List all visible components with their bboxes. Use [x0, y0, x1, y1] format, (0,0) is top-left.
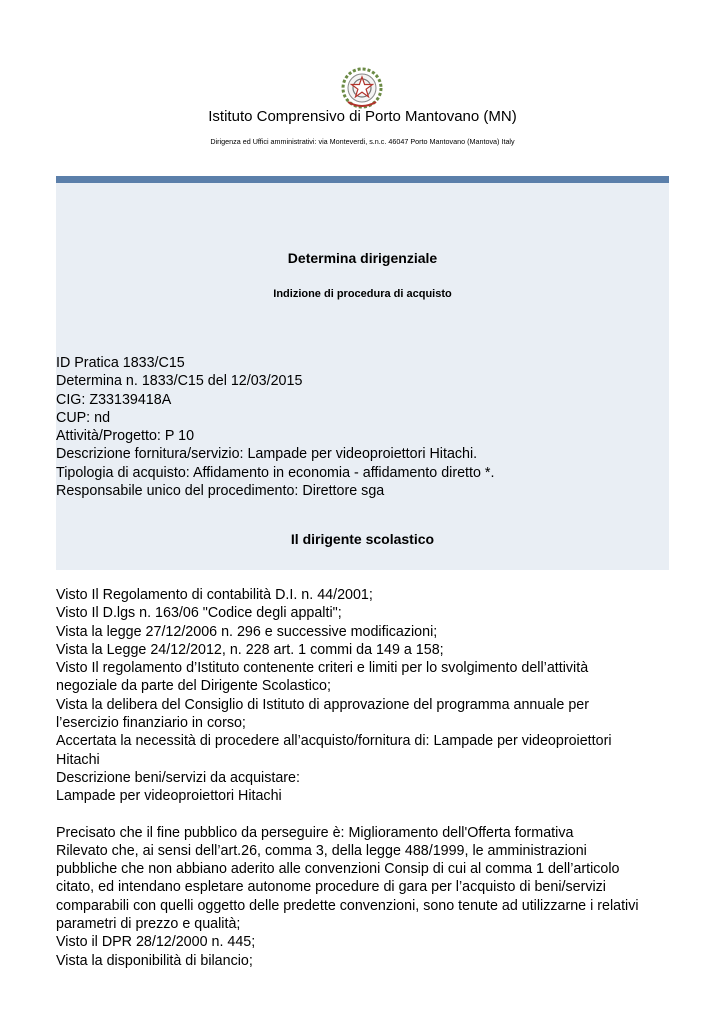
- body-line: Accertata la necessità di procedere all’acquisto/fornitura di: Lampade per videoproiettori: [56, 733, 612, 750]
- meta-tipologia: Tipologia di acquisto: Affidamento in economia - affidamento diretto *.: [56, 464, 495, 481]
- document-subtitle: Indizione di procedura di acquisto: [273, 288, 452, 300]
- body-line: Descrizione beni/servizi da acquistare:: [56, 769, 300, 786]
- body-line: Vista la Legge 24/12/2012, n. 228 art. 1 commi da 149 a 158;: [56, 641, 444, 658]
- meta-cup: CUP: nd: [56, 409, 111, 426]
- meta-determina-number: Determina n. 1833/C15 del 12/03/2015: [56, 373, 303, 390]
- body-line: Visto il DPR 28/12/2000 n. 445;: [56, 934, 256, 951]
- institute-address: Dirigenza ed Uffici amministrativi: via Monteverdi, s.n.c. 46047 Porto Mantovano (Mantova) Italy: [210, 137, 515, 146]
- body-line: Rilevato che, ai sensi dell’art.26, comma 3, della legge 488/1999, le amministrazioni: [56, 842, 587, 859]
- meta-descrizione: Descrizione fornitura/servizio: Lampade per videoproiettori Hitachi.: [56, 446, 478, 463]
- header-accent-bar: [56, 176, 669, 183]
- document-title: Determina dirigenziale: [287, 250, 438, 266]
- body-line: Vista la disponibilità di bilancio;: [56, 952, 253, 969]
- body-line: Visto Il D.lgs n. 163/06 "Codice degli appalti";: [56, 605, 342, 622]
- body-line: Visto Il Regolamento di contabilità D.I. n. 44/2001;: [56, 587, 373, 603]
- body-line: comparabili con quelli oggetto delle predette convenzioni, sono tenute ad utilizzarne i relativi: [56, 897, 639, 914]
- body-line: Vista la legge 27/12/2006 n. 296 e successive modificazioni;: [56, 623, 438, 640]
- body-line: parametri di prezzo e qualità;: [56, 916, 241, 933]
- meta-id-pratica: ID Pratica 1833/C15: [56, 355, 185, 371]
- body-line: Precisato che il fine pubblico da perseguire è: Miglioramento dell'Offerta formativa: [56, 824, 574, 841]
- body-line: Hitachi: [56, 751, 100, 768]
- body-line: negoziale da parte del Dirigente Scolastico;: [56, 678, 331, 695]
- document-body: [56, 586, 656, 970]
- body-line: citato, ed intendano espletare autonome procedure di gara per l’acquisto di beni/servizi: [56, 879, 606, 896]
- republic-emblem-icon: [340, 66, 384, 110]
- body-line: pubbliche che non abbiano aderito alle convenzioni Consip di cui al comma 1 dell’articolo: [56, 861, 620, 878]
- paragraph-gap: [56, 806, 656, 824]
- body-line: Vista la delibera del Consiglio di Istituto di approvazione del programma annuale per: [56, 696, 590, 713]
- meta-attivita: Attività/Progetto: P 10: [56, 428, 195, 445]
- meta-responsabile: Responsabile unico del procedimento: Direttore sga: [56, 483, 385, 500]
- body-line: Lampade per videoproiettori Hitachi: [56, 788, 282, 805]
- meta-cig: CIG: Z33139418A: [56, 391, 172, 408]
- institute-name: Istituto Comprensivo di Porto Mantovano (MN): [208, 108, 517, 125]
- section-title: Il dirigente scolastico: [290, 531, 435, 547]
- body-line: Visto Il regolamento d’Istituto contenente criteri e limiti per lo svolgimento dell’attività: [56, 660, 589, 677]
- determina-meta: [56, 354, 656, 500]
- body-line: l’esercizio finanziario in corso;: [56, 715, 246, 732]
